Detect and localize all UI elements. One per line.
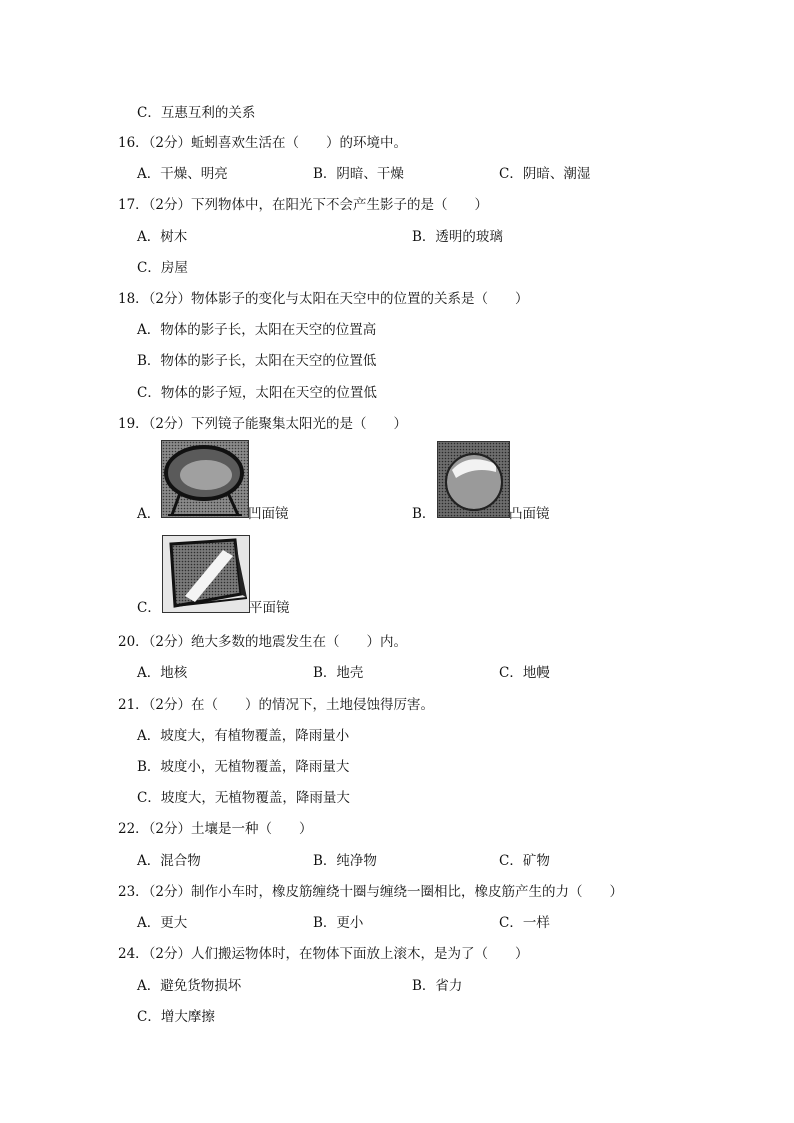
question-23-stem: 23．（2分）制作小车时，橡皮筋缠绕十圈与缠绕一圈相比，橡皮筋产生的力（ ）	[118, 884, 624, 900]
q16-option-c: C．阴暗、潮湿	[499, 166, 591, 182]
q21-option-c: C．坡度大，无植物覆盖，降雨量大	[137, 790, 350, 806]
question-17-stem: 17．（2分）下列物体中，在阳光下不会产生影子的是（ ）	[118, 197, 489, 213]
q19-option-a: A．	[137, 506, 161, 522]
q17-option-b: B．透明的玻璃	[412, 229, 503, 245]
q19-label-plane: 平面镜	[249, 600, 290, 616]
q24-option-c: C．增大摩擦	[137, 1009, 215, 1025]
q15-option-c: C．互惠互利的关系	[137, 105, 256, 121]
q20-option-b: B．地壳	[313, 665, 364, 681]
q16-option-a: A．干燥、明亮	[137, 166, 228, 182]
q22-option-c: C．矿物	[499, 853, 550, 869]
q17-option-c: C．房屋	[137, 260, 188, 276]
q22-option-b: B．纯净物	[313, 853, 377, 869]
plane-mirror-image	[162, 535, 250, 613]
q18-option-b: B．物体的影子长，太阳在天空的位置低	[137, 353, 377, 369]
question-19-stem: 19．（2分）下列镜子能聚集太阳光的是（ ）	[118, 416, 408, 432]
q19-option-b: B．	[412, 506, 436, 522]
q22-option-a: A．混合物	[137, 853, 201, 869]
q19-option-c: C．	[137, 600, 161, 616]
q18-option-c: C．物体的影子短，太阳在天空的位置低	[137, 385, 377, 401]
q23-option-a: A．更大	[137, 915, 188, 931]
question-24-stem: 24．（2分）人们搬运物体时，在物体下面放上滚木，是为了（ ）	[118, 946, 529, 962]
q16-option-b: B．阴暗、干燥	[313, 166, 404, 182]
question-18-stem: 18．（2分）物体影子的变化与太阳在天空中的位置的关系是（ ）	[118, 291, 529, 307]
question-21-stem: 21．（2分）在（ ）的情况下，土地侵蚀得厉害。	[118, 697, 435, 713]
q21-option-a: A．坡度大，有植物覆盖，降雨量小	[137, 728, 350, 744]
q18-option-a: A．物体的影子长，太阳在天空的位置高	[137, 322, 377, 338]
q24-option-a: A．避免货物损坏	[137, 978, 242, 994]
q17-option-a: A．树木	[137, 229, 188, 245]
question-16-stem: 16．（2分）蚯蚓喜欢生活在（ ）的环境中。	[118, 135, 408, 151]
question-22-stem: 22．（2分）土壤是一种（ ）	[118, 821, 313, 837]
q23-option-c: C．一样	[499, 915, 550, 931]
concave-mirror-image	[161, 440, 249, 518]
q19-label-convex: 凸面镜	[509, 506, 550, 522]
q19-label-concave: 凹面镜	[248, 506, 289, 522]
q21-option-b: B．坡度小，无植物覆盖，降雨量大	[137, 759, 350, 775]
q20-option-c: C．地幔	[499, 665, 550, 681]
question-20-stem: 20．（2分）绝大多数的地震发生在（ ）内。	[118, 634, 408, 650]
q24-option-b: B．省力	[412, 978, 463, 994]
q20-option-a: A．地核	[137, 665, 188, 681]
q23-option-b: B．更小	[313, 915, 364, 931]
convex-mirror-image	[437, 441, 510, 518]
